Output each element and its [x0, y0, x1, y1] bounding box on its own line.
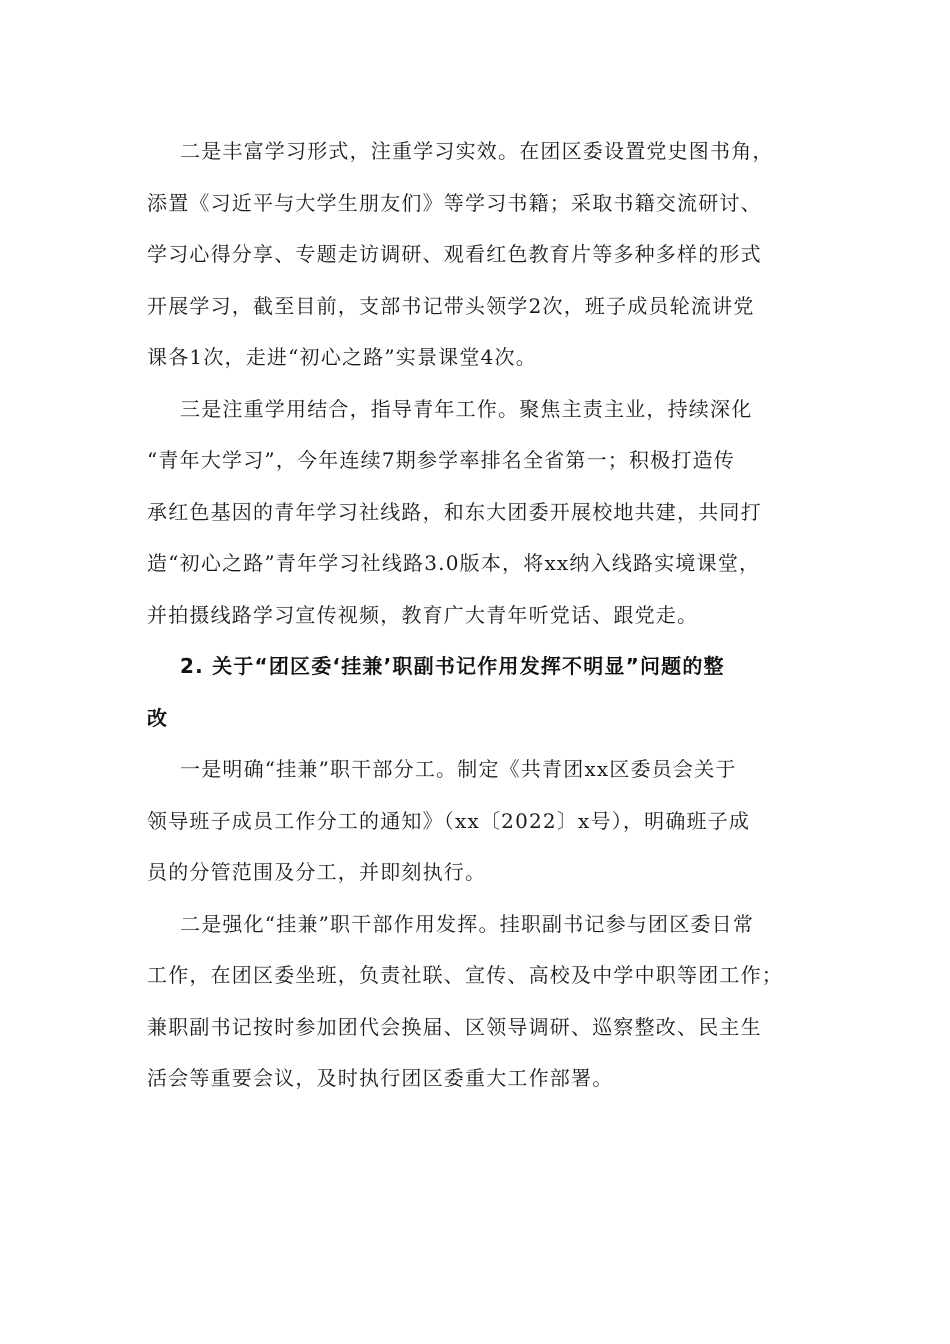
- text-line: 课各1次，走进“初心之路”实景课堂4次。: [147, 345, 537, 369]
- paragraph-role-strengthening: [147, 899, 807, 1105]
- text-line: 工作，在团区委坐班，负责社联、宣传、高校及中学中职等团工作；: [147, 963, 783, 987]
- text-line: 学习心得分享、专题走访调研、观看红色教育片等多种多样的形式: [147, 242, 762, 266]
- section-heading: [147, 641, 807, 744]
- paragraph-division-of-labor: [147, 744, 807, 899]
- text-line: 造“初心之路”青年学习社线路3.0版本，将xx纳入线路实境课堂，: [147, 551, 761, 575]
- text-line: 三是注重学用结合，指导青年工作。聚焦主责主业，持续深化: [180, 396, 753, 421]
- text-line: 员的分管范围及分工，并即刻执行。: [147, 860, 487, 884]
- text-line: 领导班子成员工作分工的通知》（xx〔2022〕x号），明确班子成: [147, 808, 751, 833]
- heading-line: 2. 关于“团区委‘挂兼’职副书记作用发挥不明显”问题的整: [180, 654, 725, 678]
- text-line: 开展学习，截至目前，支部书记带头领学2次，班子成员轮流讲党: [147, 293, 755, 318]
- text-line: 活会等重要会议，及时执行团区委重大工作部署。: [147, 1066, 614, 1090]
- paragraph-youth-work: [147, 384, 807, 642]
- text-line: 二是强化“挂兼”职干部作用发挥。挂职副书记参与团区委日常: [180, 911, 755, 936]
- paragraph-study-forms: [147, 126, 807, 384]
- text-line: 承红色基因的青年学习社线路，和东大团委开展校地共建，共同打: [147, 499, 762, 524]
- text-line: 一是明确“挂兼”职干部分工。制定《共青团xx区委员会关于: [180, 757, 737, 781]
- text-line: 二是丰富学习形式，注重学习实效。在团区委设置党史图书角，: [180, 139, 774, 163]
- document-body: [147, 126, 807, 1105]
- heading-line: 改: [147, 705, 169, 730]
- text-line: 添置《习近平与大学生朋友们》等学习书籍；采取书籍交流研讨、: [147, 190, 762, 215]
- text-line: 兼职副书记按时参加团代会换届、区领导调研、巡察整改、民主生: [147, 1014, 762, 1039]
- text-line: 并拍摄线路学习宣传视频，教育广大青年听党话、跟党走。: [147, 602, 699, 627]
- text-line: “青年大学习”，今年连续7期参学率排名全省第一；积极打造传: [147, 448, 735, 472]
